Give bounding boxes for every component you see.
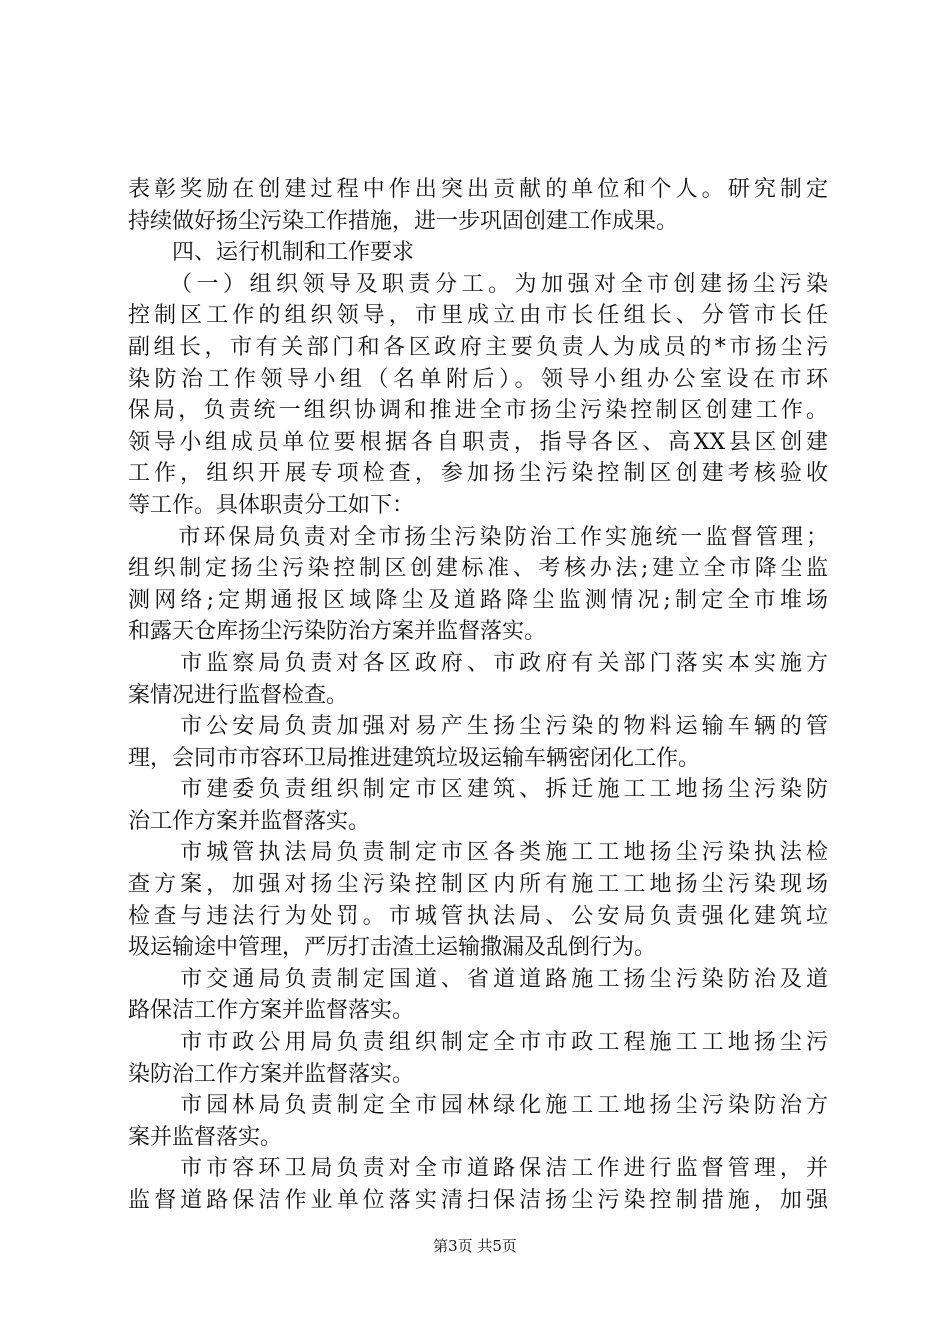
text-line: 理，会同市市容环卫局推进建筑垃圾运输车辆密闭化工作。	[128, 745, 701, 771]
text-line: 市交通局负责制定国道、省道道路施工扬尘污染防治及道	[128, 966, 828, 992]
text-line: 市市政公用局负责组织制定全市市政工程施工工地扬尘污	[128, 1030, 828, 1056]
text-line: （一）组织领导及职责分工。为加强对全市创建扬尘污染	[128, 271, 828, 297]
text-line: 保局，负责统一组织协调和推进全市扬尘污染控制区创建工作。	[128, 398, 828, 424]
text-line: 圾运输途中管理，严厉打击渣土运输撒漏及乱倒行为。	[128, 935, 657, 961]
text-line: 案情况进行监督检查。	[128, 682, 349, 708]
text-line: 市环保局负责对全市扬尘污染防治工作实施统一监督管理；	[128, 524, 828, 550]
text-line: 路保洁工作方案并监督落实。	[128, 998, 415, 1024]
document-body	[128, 174, 828, 1217]
text-line: 四、运行机制和工作要求	[128, 240, 415, 266]
text-line: 检查与违法行为处罚。市城管执法局、公安局负责强化建筑垃	[128, 903, 828, 929]
text-line: 副组长，市有关部门和各区政府主要负责人为成员的*市扬尘污	[128, 334, 828, 360]
text-line: 案并监督落实。	[128, 1124, 283, 1150]
text-line: 查方案，加强对扬尘污染控制区内所有施工工地扬尘污染现场	[128, 872, 828, 898]
text-line: 市公安局负责加强对易产生扬尘污染的物料运输车辆的管	[128, 714, 828, 740]
text-line: 和露天仓库扬尘污染防治方案并监督落实。	[128, 619, 547, 645]
text-line: 持续做好扬尘污染工作措施，进一步巩固创建工作成果。	[128, 208, 679, 234]
text-line: 组织制定扬尘污染控制区创建标准、考核办法;建立全市降尘监	[128, 556, 828, 582]
text-line: 市城管执法局负责制定市区各类施工工地扬尘污染执法检	[128, 840, 828, 866]
text-line: 控制区工作的组织领导，市里成立由市长任组长、分管市长任	[128, 303, 828, 329]
text-line: 染防治工作领导小组（名单附后）。领导小组办公室设在市环	[128, 366, 828, 392]
text-line: 染防治工作方案并监督落实。	[128, 1061, 415, 1087]
text-line: 监督道路保洁作业单位落实清扫保洁扬尘污染控制措施，加强	[128, 1188, 828, 1213]
text-line: 领导小组成员单位要根据各自职责，指导各区、高XX县区创建	[128, 429, 828, 455]
text-line: 工作，组织开展专项检查，参加扬尘污染控制区创建考核验收	[128, 461, 828, 487]
text-line: 等工作。具体职责分工如下：	[128, 492, 415, 518]
text-line: 市园林局负责制定全市园林绿化施工工地扬尘污染防治方	[128, 1093, 828, 1119]
text-line: 治工作方案并监督落实。	[128, 808, 371, 834]
page-footer: 第3页 共5页	[433, 1237, 517, 1255]
text-line: 市监察局负责对各区政府、市政府有关部门落实本实施方	[128, 650, 828, 676]
text-line: 市市容环卫局负责对全市道路保洁工作进行监督管理，并	[128, 1156, 828, 1182]
text-line: 表彰奖励在创建过程中作出突出贡献的单位和个人。研究制定	[128, 177, 828, 202]
text-line: 测网络;定期通报区域降尘及道路降尘监测情况;制定全市堆场	[128, 587, 828, 613]
text-line: 市建委负责组织制定市区建筑、拆迁施工工地扬尘污染防	[128, 777, 828, 803]
